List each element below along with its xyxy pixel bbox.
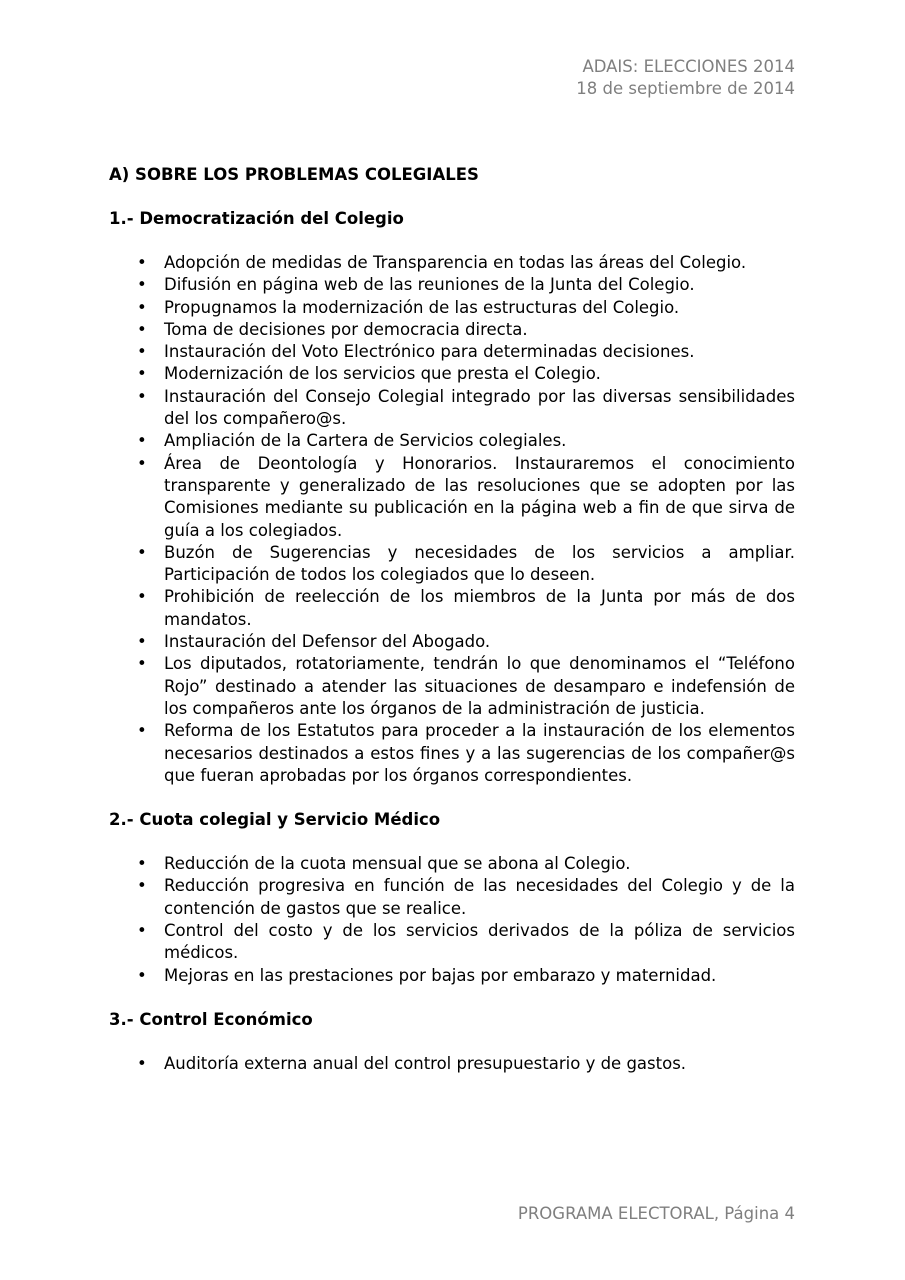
list-item: • Mejoras en las prestaciones por bajas por embarazo y maternidad. xyxy=(109,965,795,987)
list-item: • Los diputados, rotatoriamente, tendrán lo que denominamos el “Teléfono Rojo” destinado a atender las situaciones de desamparo e indefensión de los compañeros ante los órganos de la administración de justicia. xyxy=(137,654,795,718)
bullet-icon: • xyxy=(137,431,147,451)
section-title: A) SOBRE LOS PROBLEMAS COLEGIALES xyxy=(109,165,479,184)
list-item: • Buzón de Sugerencias y necesidades de los servicios a ampliar. Participación de todos los colegiados que lo deseen. xyxy=(137,542,795,585)
bullet-list xyxy=(109,252,795,787)
header-title: ADAIS: ELECCIONES 2014 xyxy=(582,57,795,76)
list-item: • Instauración del Defensor del Abogado. xyxy=(109,631,795,653)
list-item: • Reforma de los Estatutos para proceder a la instauración de los elementos necesarios destinados a estos fines y a las sugerencias de los compañer@s que fueran aprobadas por los órganos correspondientes. xyxy=(137,721,795,785)
bullet-icon: • xyxy=(137,275,147,295)
bullet-icon: • xyxy=(137,297,147,317)
bullet-icon: • xyxy=(137,319,147,339)
bullet-icon: • xyxy=(137,876,147,896)
list-item: • Reducción de la cuota mensual que se abona al Colegio. xyxy=(109,853,795,875)
bullet-icon: • xyxy=(137,364,147,384)
bullet-icon: • xyxy=(137,854,147,874)
list-item: • Propugnamos la modernización de las estructuras del Colegio. xyxy=(109,297,795,319)
list-item: • Auditoría externa anual del control presupuestario y de gastos. xyxy=(109,1053,795,1075)
subsection-title: 1.- Democratización del Colegio xyxy=(109,209,404,228)
bullet-list xyxy=(109,1053,795,1075)
list-item: • Prohibición de reelección de los miembros de la Junta por más de dos mandatos. xyxy=(137,587,795,629)
bullet-icon: • xyxy=(137,632,147,652)
bullet-list xyxy=(109,853,795,987)
document-body xyxy=(109,164,795,1097)
list-item: • Modernización de los servicios que presta el Colegio. xyxy=(109,363,795,385)
bullet-icon: • xyxy=(137,965,147,985)
bullet-icon: • xyxy=(137,921,147,941)
list-item: • Difusión en página web de las reuniones de la Junta del Colegio. xyxy=(109,274,795,296)
list-item: • Toma de decisiones por democracia directa. xyxy=(109,319,795,341)
subsection-title: 2.- Cuota colegial y Servicio Médico xyxy=(109,810,441,830)
bullet-icon: • xyxy=(137,453,147,473)
list-item: • Instauración del Voto Electrónico para determinadas decisiones. xyxy=(109,341,795,363)
bullet-icon: • xyxy=(137,342,147,362)
subsection-title: 3.- Control Económico xyxy=(109,1009,313,1029)
page-footer: PROGRAMA ELECTORAL, Página 4 xyxy=(517,1204,795,1223)
page-header xyxy=(576,56,795,100)
bullet-icon: • xyxy=(137,542,147,562)
header-date: 18 de septiembre de 2014 xyxy=(576,79,795,98)
list-item: • Reducción progresiva en función de las necesidades del Colegio y de la contención de gastos que se realice. xyxy=(137,876,795,918)
bullet-icon: • xyxy=(137,1053,147,1073)
list-item: • Control del costo y de los servicios derivados de la póliza de servicios médicos. xyxy=(137,921,795,963)
list-item: • Adopción de medidas de Transparencia en todas las áreas del Colegio. xyxy=(109,252,795,274)
list-item: • Área de Deontología y Honorarios. Instauraremos el conocimiento transparente y generalizado de las resoluciones que se adopten por las Comisiones mediante su publicación en la página web a fin de que sirva de guía a los colegiados. xyxy=(137,453,795,540)
list-item: • Ampliación de la Cartera de Servicios colegiales. xyxy=(109,430,795,452)
bullet-icon: • xyxy=(137,587,147,607)
list-item: • Instauración del Consejo Colegial integrado por las diversas sensibilidades del los compañero@s. xyxy=(137,386,795,429)
bullet-icon: • xyxy=(137,721,147,741)
bullet-icon: • xyxy=(137,654,147,674)
bullet-icon: • xyxy=(137,253,147,272)
bullet-icon: • xyxy=(137,386,147,406)
